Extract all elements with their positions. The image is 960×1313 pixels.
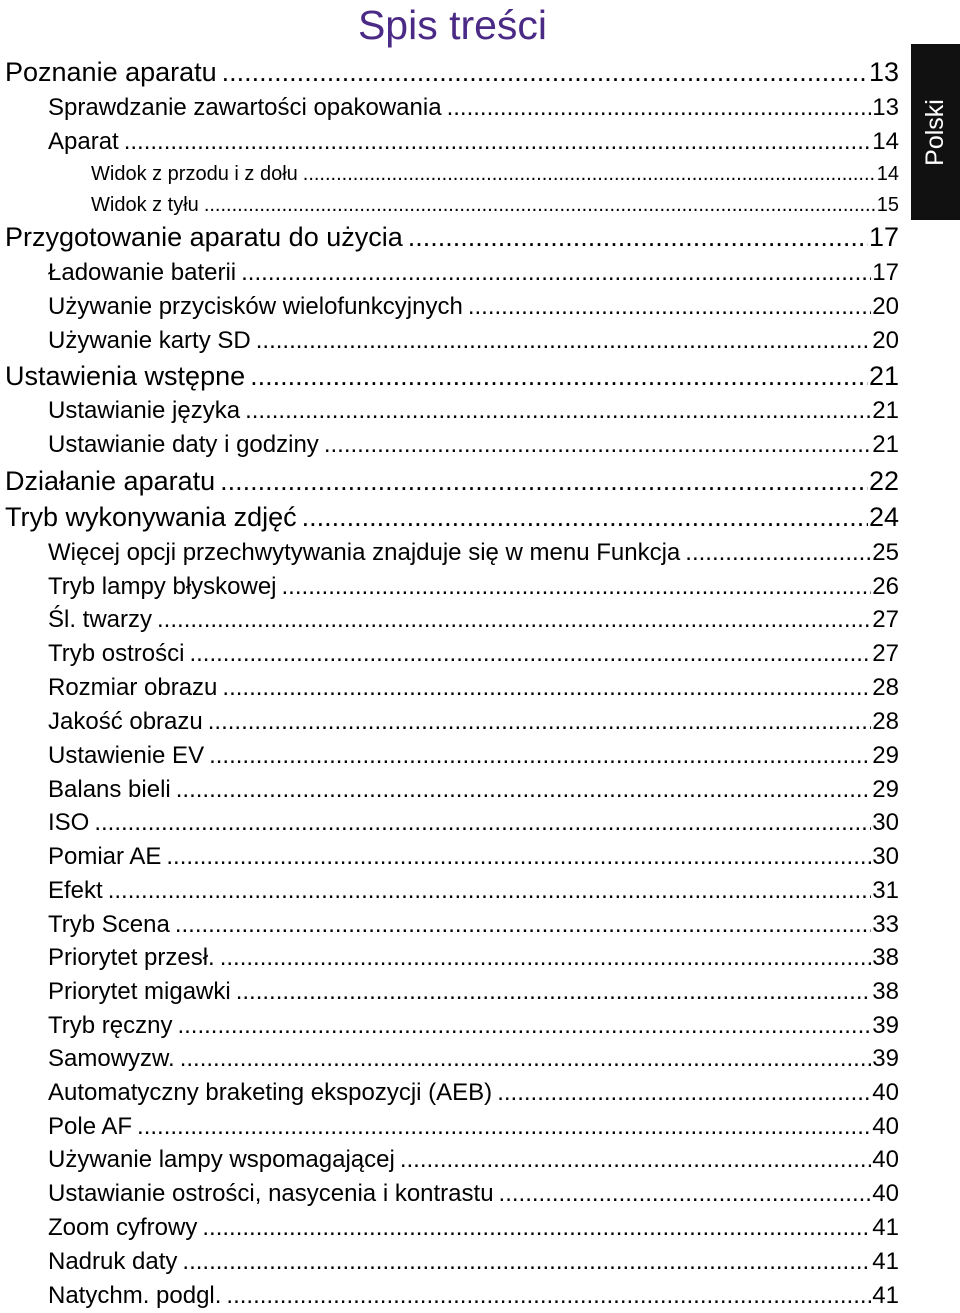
toc-page-number: 14 (872, 128, 899, 155)
toc-page-number: 17 (868, 222, 899, 252)
toc-entry (48, 396, 899, 426)
toc-entry-title: Przygotowanie aparatu do użycia (5, 222, 403, 252)
toc-dot-leader (202, 1213, 871, 1243)
toc-entry-title: Efekt (48, 877, 103, 904)
toc-dot-leader (166, 842, 871, 872)
toc-entry-title: Ładowanie baterii (48, 259, 237, 286)
toc-page-number: 28 (872, 708, 899, 735)
toc-entry (48, 258, 899, 288)
toc-page-number: 30 (872, 809, 899, 836)
toc-entry-title: Ustawienie EV (48, 742, 205, 769)
toc-page-number: 41 (872, 1248, 899, 1275)
page-title: Spis treści (357, 2, 548, 48)
toc-page-number: 40 (872, 1146, 899, 1173)
toc-entry-title: Tryb wykonywania zdjęć (5, 502, 297, 532)
toc-entry (5, 465, 899, 497)
toc-dot-leader (256, 326, 872, 356)
toc-dot-leader (182, 1247, 871, 1277)
toc-entry-title: Pole AF (48, 1113, 133, 1140)
toc-page-number: 17 (872, 259, 899, 286)
toc-page-number: 21 (872, 431, 899, 458)
toc-dot-leader (282, 572, 872, 602)
toc-page-number: 41 (872, 1214, 899, 1241)
toc-entry-title: Działanie aparatu (5, 466, 216, 496)
toc-dot-leader (222, 673, 871, 703)
toc-entry (48, 1044, 899, 1074)
toc-entry (48, 430, 899, 460)
toc-entry-title: Używanie lampy wspomagającej (48, 1146, 395, 1173)
toc-entry-title: ISO (48, 809, 90, 836)
toc-dot-leader (685, 538, 871, 568)
toc-page-number: 30 (872, 843, 899, 870)
toc-entry (5, 221, 899, 253)
toc-page-number: 20 (872, 327, 899, 354)
toc-page-number: 31 (872, 877, 899, 904)
toc-entry-title: Ustawianie daty i godziny (48, 431, 319, 458)
toc-entry-title: Sprawdzanie zawartości opakowania (48, 94, 442, 121)
toc-entry (48, 1011, 899, 1041)
toc-entry-title: Używanie przycisków wielofunkcyjnych (48, 293, 463, 320)
toc-page-number: 14 (876, 163, 899, 185)
toc-dot-leader (408, 221, 868, 253)
toc-dot-leader (208, 707, 872, 737)
toc-dot-leader (157, 605, 871, 635)
toc-entry (5, 360, 899, 392)
toc-entry (48, 1213, 899, 1243)
toc-entry (48, 1281, 899, 1311)
toc-dot-leader (189, 639, 871, 669)
toc-entry (48, 977, 899, 1007)
toc-page-number: 40 (872, 1079, 899, 1106)
toc-page-number: 38 (872, 944, 899, 971)
toc-entry-title: Tryb ostrości (48, 640, 185, 667)
toc-dot-leader (222, 56, 868, 88)
toc-entry-title: Jakość obrazu (48, 708, 203, 735)
toc-entry-title: Tryb lampy błyskowej (48, 573, 277, 600)
toc-dot-leader (400, 1145, 871, 1175)
toc-dot-leader (180, 1044, 872, 1074)
toc-entry-title: Ustawienia wstępne (5, 361, 246, 391)
toc-dot-leader (447, 93, 872, 123)
toc-entry (48, 538, 899, 568)
toc-page-number: 29 (872, 776, 899, 803)
toc-page-number: 22 (868, 466, 899, 496)
toc-entry (48, 127, 899, 157)
toc-entry (48, 1145, 899, 1175)
toc-dot-leader (497, 1078, 871, 1108)
toc-entry (48, 639, 899, 669)
toc-entry-title: Automatyczny braketing ekspozycji (AEB) (48, 1079, 493, 1106)
toc-dot-leader (176, 775, 872, 805)
toc-dot-leader (250, 360, 868, 392)
toc-dot-leader (137, 1112, 871, 1142)
toc-dot-leader (175, 910, 871, 940)
toc-page-number: 38 (872, 978, 899, 1005)
toc-entry-title: Ustawianie języka (48, 397, 241, 424)
toc-entry (48, 572, 899, 602)
toc-entry-title: Zoom cyfrowy (48, 1214, 198, 1241)
toc-dot-leader (236, 977, 872, 1007)
toc-dot-leader (177, 1011, 871, 1041)
toc-entry (48, 741, 899, 771)
toc-page-number: 27 (872, 640, 899, 667)
toc-entry-title: Tryb ręczny (48, 1012, 173, 1039)
toc-dot-leader (124, 127, 872, 157)
toc-dot-leader (302, 501, 868, 533)
toc-dot-leader (204, 192, 876, 218)
toc-entry (91, 192, 899, 218)
toc-page-number: 24 (868, 502, 899, 532)
toc-dot-leader (324, 430, 871, 460)
toc-entry (48, 876, 899, 906)
toc-entry (48, 326, 899, 356)
toc-entry (48, 1179, 899, 1209)
toc-page-number: 39 (872, 1045, 899, 1072)
toc-entry (48, 1078, 899, 1108)
toc-page-number: 25 (872, 539, 899, 566)
toc-dot-leader (220, 943, 872, 973)
toc-entry-title: Ustawianie ostrości, nasycenia i kontrastu (48, 1180, 494, 1207)
toc-entry-title: Więcej opcji przechwytywania znajduje się w menu Funkcja (48, 539, 681, 566)
toc-page-number: 13 (872, 94, 899, 121)
toc-entry-title: Aparat (48, 128, 119, 155)
toc-page-number: 26 (872, 573, 899, 600)
toc-entry (48, 707, 899, 737)
toc-dot-leader (94, 808, 871, 838)
toc-entry-title: Priorytet przesł. (48, 944, 215, 971)
toc-entry (5, 501, 899, 533)
toc-page-number: 15 (876, 194, 899, 216)
toc-dot-leader (241, 258, 871, 288)
toc-page-number: 27 (872, 606, 899, 633)
toc-page-number: 29 (872, 742, 899, 769)
toc-entry (91, 161, 899, 187)
toc-entry-title: Natychm. podgl. (48, 1282, 222, 1309)
toc-entry (48, 842, 899, 872)
toc-dot-leader (108, 876, 872, 906)
toc-dot-leader (499, 1179, 872, 1209)
language-tab-label: Polski (921, 98, 949, 166)
toc-dot-leader (303, 161, 876, 187)
toc-page-number: 13 (868, 57, 899, 87)
toc-entry (48, 1112, 899, 1142)
toc-page-number: 33 (872, 911, 899, 938)
toc-entry-title: Samowyzw. (48, 1045, 175, 1072)
toc-entry (5, 56, 899, 88)
toc-entry-title: Używanie karty SD (48, 327, 251, 354)
toc-page-number: 40 (872, 1180, 899, 1207)
toc-entry (48, 910, 899, 940)
toc-entry (48, 775, 899, 805)
toc-entry (48, 292, 899, 322)
toc-dot-leader (209, 741, 871, 771)
toc-entry (48, 605, 899, 635)
toc-entry-title: Widok z przodu i z dołu (91, 163, 298, 185)
toc-entry (48, 943, 899, 973)
toc-entry-title: Tryb Scena (48, 911, 170, 938)
toc-page-number: 20 (872, 293, 899, 320)
toc-page-number: 39 (872, 1012, 899, 1039)
toc-entry (48, 93, 899, 123)
toc-entry-title: Śl. twarzy (48, 606, 153, 633)
toc-page-number: 28 (872, 674, 899, 701)
toc-entry-title: Balans bieli (48, 776, 171, 803)
toc-entry (48, 1247, 899, 1277)
toc-dot-leader (220, 465, 868, 497)
toc-entry-title: Poznanie aparatu (5, 57, 217, 87)
toc-page-number: 41 (872, 1282, 899, 1309)
toc-entry-title: Priorytet migawki (48, 978, 231, 1005)
toc-page-number: 21 (872, 397, 899, 424)
toc-entry-title: Rozmiar obrazu (48, 674, 218, 701)
toc-dot-leader (245, 396, 871, 426)
toc-dot-leader (468, 292, 871, 322)
toc-entry-title: Pomiar AE (48, 843, 162, 870)
toc-page-number: 40 (872, 1113, 899, 1140)
toc-dot-leader (226, 1281, 871, 1311)
toc-entry-title: Widok z tyłu (91, 194, 199, 216)
toc-entry (48, 808, 899, 838)
toc-page-number: 21 (868, 361, 899, 391)
toc-entry-title: Nadruk daty (48, 1248, 178, 1275)
toc-entry (48, 673, 899, 703)
